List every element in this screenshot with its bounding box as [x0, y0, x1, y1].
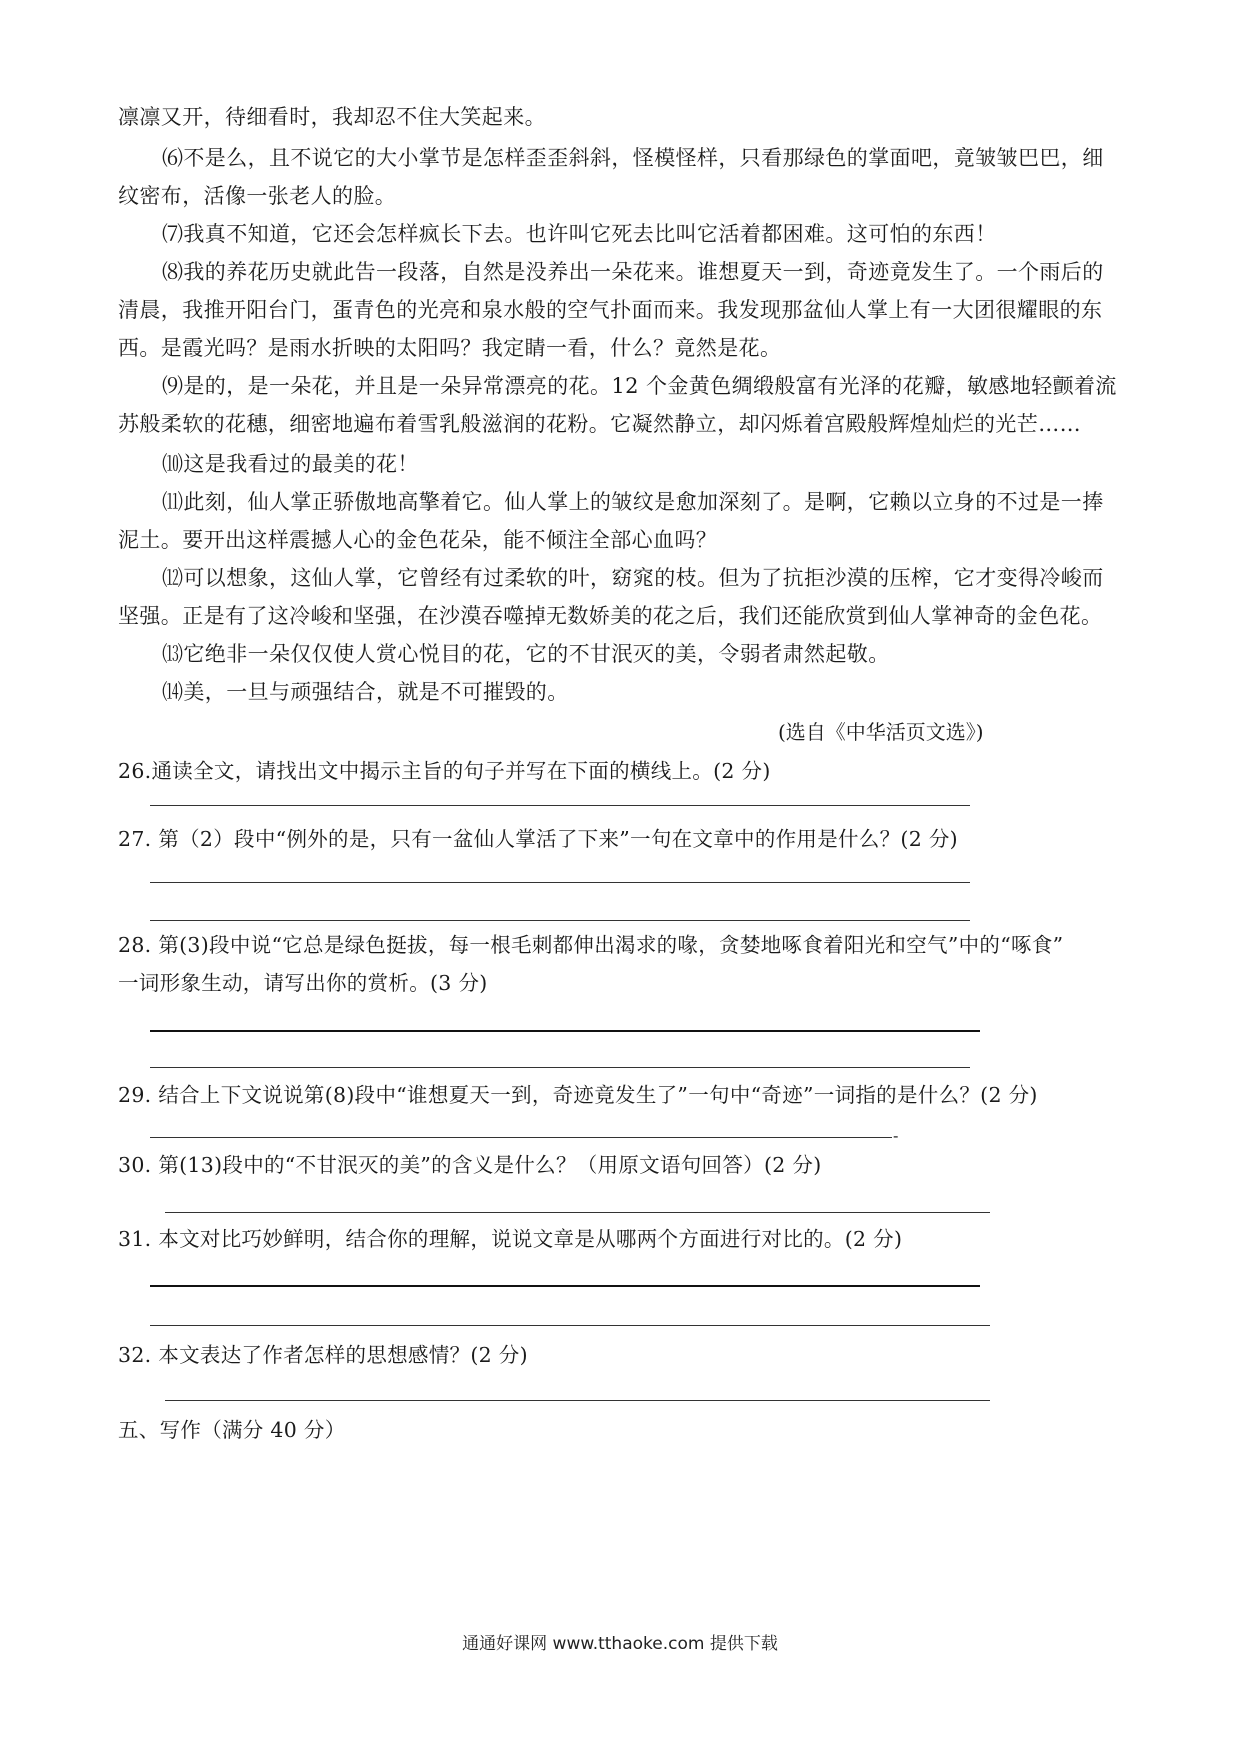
dash-mark: -	[893, 1126, 899, 1145]
answer-line-28a[interactable]	[150, 1030, 980, 1032]
passage-paragraph-10: ⑽这是我看过的最美的花！	[162, 452, 419, 476]
passage-paragraph-14: ⒁美，一旦与顽强结合，就是不可摧毁的。	[162, 680, 569, 704]
answer-line-31b[interactable]	[150, 1325, 990, 1326]
question-32: 32. 本文表达了作者怎样的思想感情？(2 分)	[118, 1343, 528, 1367]
passage-line: 坚强。正是有了这冷峻和坚强，在沙漠吞噬掉无数娇美的花之后，我们还能欣赏到仙人掌神奇的金色花。	[118, 604, 1103, 628]
passage-line: 纹密布，活像一张老人的脸。	[118, 184, 397, 208]
question-26: 26.通读全文，请找出文中揭示主旨的句子并写在下面的横线上。(2 分)	[118, 759, 771, 783]
passage-line: 苏般柔软的花穗，细密地遍布着雪乳般滋润的花粉。它凝然静立，却闪烁着宫殿般辉煌灿烂的光芒……	[118, 412, 1081, 436]
answer-line-32[interactable]	[165, 1400, 990, 1401]
passage-paragraph-11: ⑾此刻，仙人掌正骄傲地高擎着它。仙人掌上的皱纹是愈加深刻了。是啊，它赖以立身的不过是一捧	[162, 490, 1104, 514]
question-27: 27. 第（2）段中“例外的是，只有一盆仙人掌活了下来”一句在文章中的作用是什么？(2 分)	[118, 827, 958, 851]
passage-line: 凛凛又开，待细看时，我却忍不住大笑起来。	[118, 105, 546, 129]
passage-source: (选自《中华活页文选》)	[778, 720, 984, 744]
passage-paragraph-8: ⑻我的养花历史就此告一段落，自然是没养出一朵花来。谁想夏天一到，奇迹竟发生了。一个雨后的	[162, 260, 1104, 284]
question-28-cont: 一词形象生动，请写出你的赏析。(3 分)	[118, 971, 488, 995]
answer-line-29[interactable]	[150, 1137, 892, 1138]
passage-line: 西。是霞光吗？是雨水折映的太阳吗？我定睛一看，什么？竟然是花。	[118, 336, 782, 360]
question-30: 30. 第(13)段中的“不甘泯灭的美”的含义是什么？（用原文语句回答）(2 分)	[118, 1153, 822, 1177]
passage-paragraph-12: ⑿可以想象，这仙人掌，它曾经有过柔软的叶，窈窕的枝。但为了抗拒沙漠的压榨，它才变得冷峻而	[162, 566, 1104, 590]
passage-line: 泥土。要开出这样震撼人心的金色花朵，能不倾注全部心血吗？	[118, 528, 718, 552]
question-29: 29. 结合上下文说说第(8)段中“谁想夏天一到，奇迹竟发生了”一句中“奇迹”一词指的是什么？(2 分)	[118, 1083, 1038, 1107]
question-31: 31. 本文对比巧妙鲜明，结合你的理解，说说文章是从哪两个方面进行对比的。(2 分)	[118, 1227, 903, 1251]
passage-line: 清晨，我推开阳台门，蛋青色的光亮和泉水般的空气扑面而来。我发现那盆仙人掌上有一大团很耀眼的东	[118, 298, 1103, 322]
answer-line-30[interactable]	[165, 1212, 990, 1213]
question-28: 28. 第(3)段中说“它总是绿色挺拔，每一根毛刺都伸出渴求的喙，贪婪地啄食着阳光和空气”中的“啄食”	[118, 933, 1064, 957]
answer-line-26[interactable]	[150, 805, 970, 806]
passage-paragraph-13: ⒀它绝非一朵仅仅使人赏心悦目的花，它的不甘泯灭的美，令弱者肃然起敬。	[162, 642, 890, 666]
passage-paragraph-7: ⑺我真不知道，它还会怎样疯长下去。也许叫它死去比叫它活着都困难。这可怕的东西！	[162, 222, 997, 246]
answer-line-28b[interactable]	[150, 1067, 970, 1068]
answer-line-27b[interactable]	[150, 920, 970, 921]
passage-paragraph-6: ⑹不是么，且不说它的大小掌节是怎样歪歪斜斜，怪模怪样，只看那绿色的掌面吧，竟皱皱巴巴，细	[162, 146, 1104, 170]
page-footer: 通通好课网 www.tthaoke.com 提供下载	[462, 1634, 778, 1654]
answer-line-31a[interactable]	[150, 1285, 980, 1287]
passage-paragraph-9: ⑼是的，是一朵花，并且是一朵异常漂亮的花。12 个金黄色绸缎般富有光泽的花瓣，敏感地轻颤着流	[162, 374, 1117, 398]
section-writing-heading: 五、写作（满分 40 分）	[118, 1418, 346, 1442]
answer-line-27a[interactable]	[150, 882, 970, 883]
